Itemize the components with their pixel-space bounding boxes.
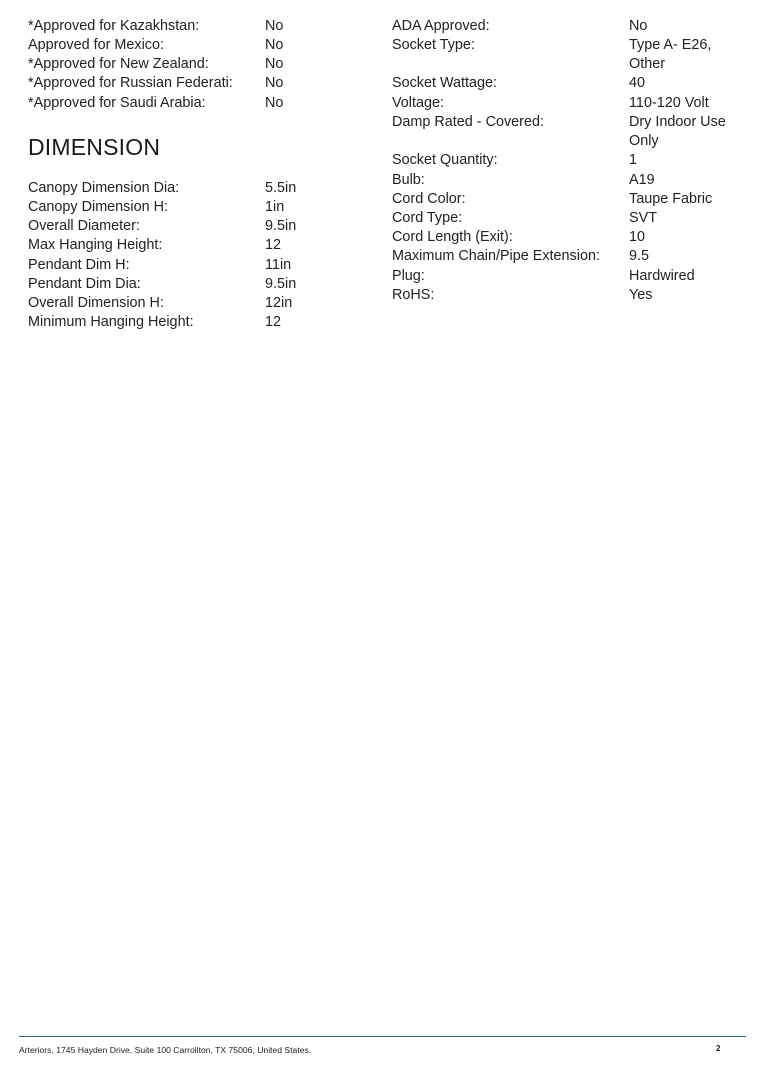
spec-value: Type A- E26, (629, 37, 712, 53)
spec-label: Canopy Dimension Dia: (28, 180, 180, 196)
spec-value: No (265, 18, 284, 34)
spec-label: Cord Type: (392, 210, 463, 226)
spec-value: 5.5in (265, 180, 297, 196)
spec-value: 9.5in (265, 218, 297, 234)
spec-value: 12 (265, 237, 282, 253)
spec-label: Plug: (392, 268, 425, 284)
spec-label: Socket Type: (392, 37, 475, 53)
spec-value: Hardwired (629, 268, 695, 284)
spec-label: Pendant Dim H: (28, 257, 130, 273)
footer-address: Arteriors, 1745 Hayden Drive, Suite 100 Carrollton, TX 75006, United States. (19, 1045, 312, 1055)
spec-value: Other (629, 56, 665, 72)
spec-label: Damp Rated - Covered: (392, 114, 544, 130)
spec-label: Socket Wattage: (392, 75, 498, 91)
spec-value: 40 (629, 75, 646, 91)
spec-label: ADA Approved: (392, 18, 490, 34)
spec-value: A19 (629, 172, 655, 188)
spec-label: *Approved for Saudi Arabia: (28, 95, 206, 111)
spec-value: SVT (629, 210, 657, 226)
spec-label: *Approved for New Zealand: (28, 56, 209, 72)
spec-label: Socket Quantity: (392, 152, 498, 168)
spec-value: 110-120 Volt (629, 95, 709, 111)
spec-value: No (629, 18, 648, 34)
section-heading-dimension: DIMENSION (28, 134, 161, 160)
spec-label: Minimum Hanging Height: (28, 314, 194, 330)
spec-value: 1in (265, 199, 285, 215)
spec-value: No (265, 37, 284, 53)
spec-label: Approved for Mexico: (28, 37, 164, 53)
spec-value: 11in (265, 257, 292, 273)
spec-label: Cord Color: (392, 191, 466, 207)
spec-label: *Approved for Kazakhstan: (28, 18, 200, 34)
spec-value: 9.5in (265, 276, 297, 292)
spec-label: Max Hanging Height: (28, 237, 163, 253)
spec-label: Bulb: (392, 172, 425, 188)
spec-value: No (265, 75, 284, 91)
spec-label: Overall Diameter: (28, 218, 140, 234)
spec-label: Cord Length (Exit): (392, 229, 513, 245)
spec-value: 12 (265, 314, 282, 330)
spec-label: RoHS: (392, 287, 435, 303)
spec-value: 10 (629, 229, 646, 245)
spec-value: No (265, 95, 284, 111)
spec-label: *Approved for Russian Federati: (28, 75, 233, 91)
spec-value: 9.5 (629, 248, 650, 264)
spec-value: Only (629, 133, 659, 149)
page-number: 2 (716, 1044, 721, 1053)
footer-divider (19, 1036, 746, 1037)
spec-value: Dry Indoor Use (629, 114, 726, 130)
spec-label: Canopy Dimension H: (28, 199, 168, 215)
spec-label: Voltage: (392, 95, 445, 111)
spec-value: 1 (629, 152, 638, 168)
spec-label: Overall Dimension H: (28, 295, 164, 311)
spec-value: Yes (629, 287, 653, 303)
spec-value: No (265, 56, 284, 72)
spec-value: 12in (265, 295, 293, 311)
spec-value: Taupe Fabric (629, 191, 713, 207)
spec-label: Pendant Dim Dia: (28, 276, 141, 292)
spec-label: Maximum Chain/Pipe Extension: (392, 248, 600, 264)
